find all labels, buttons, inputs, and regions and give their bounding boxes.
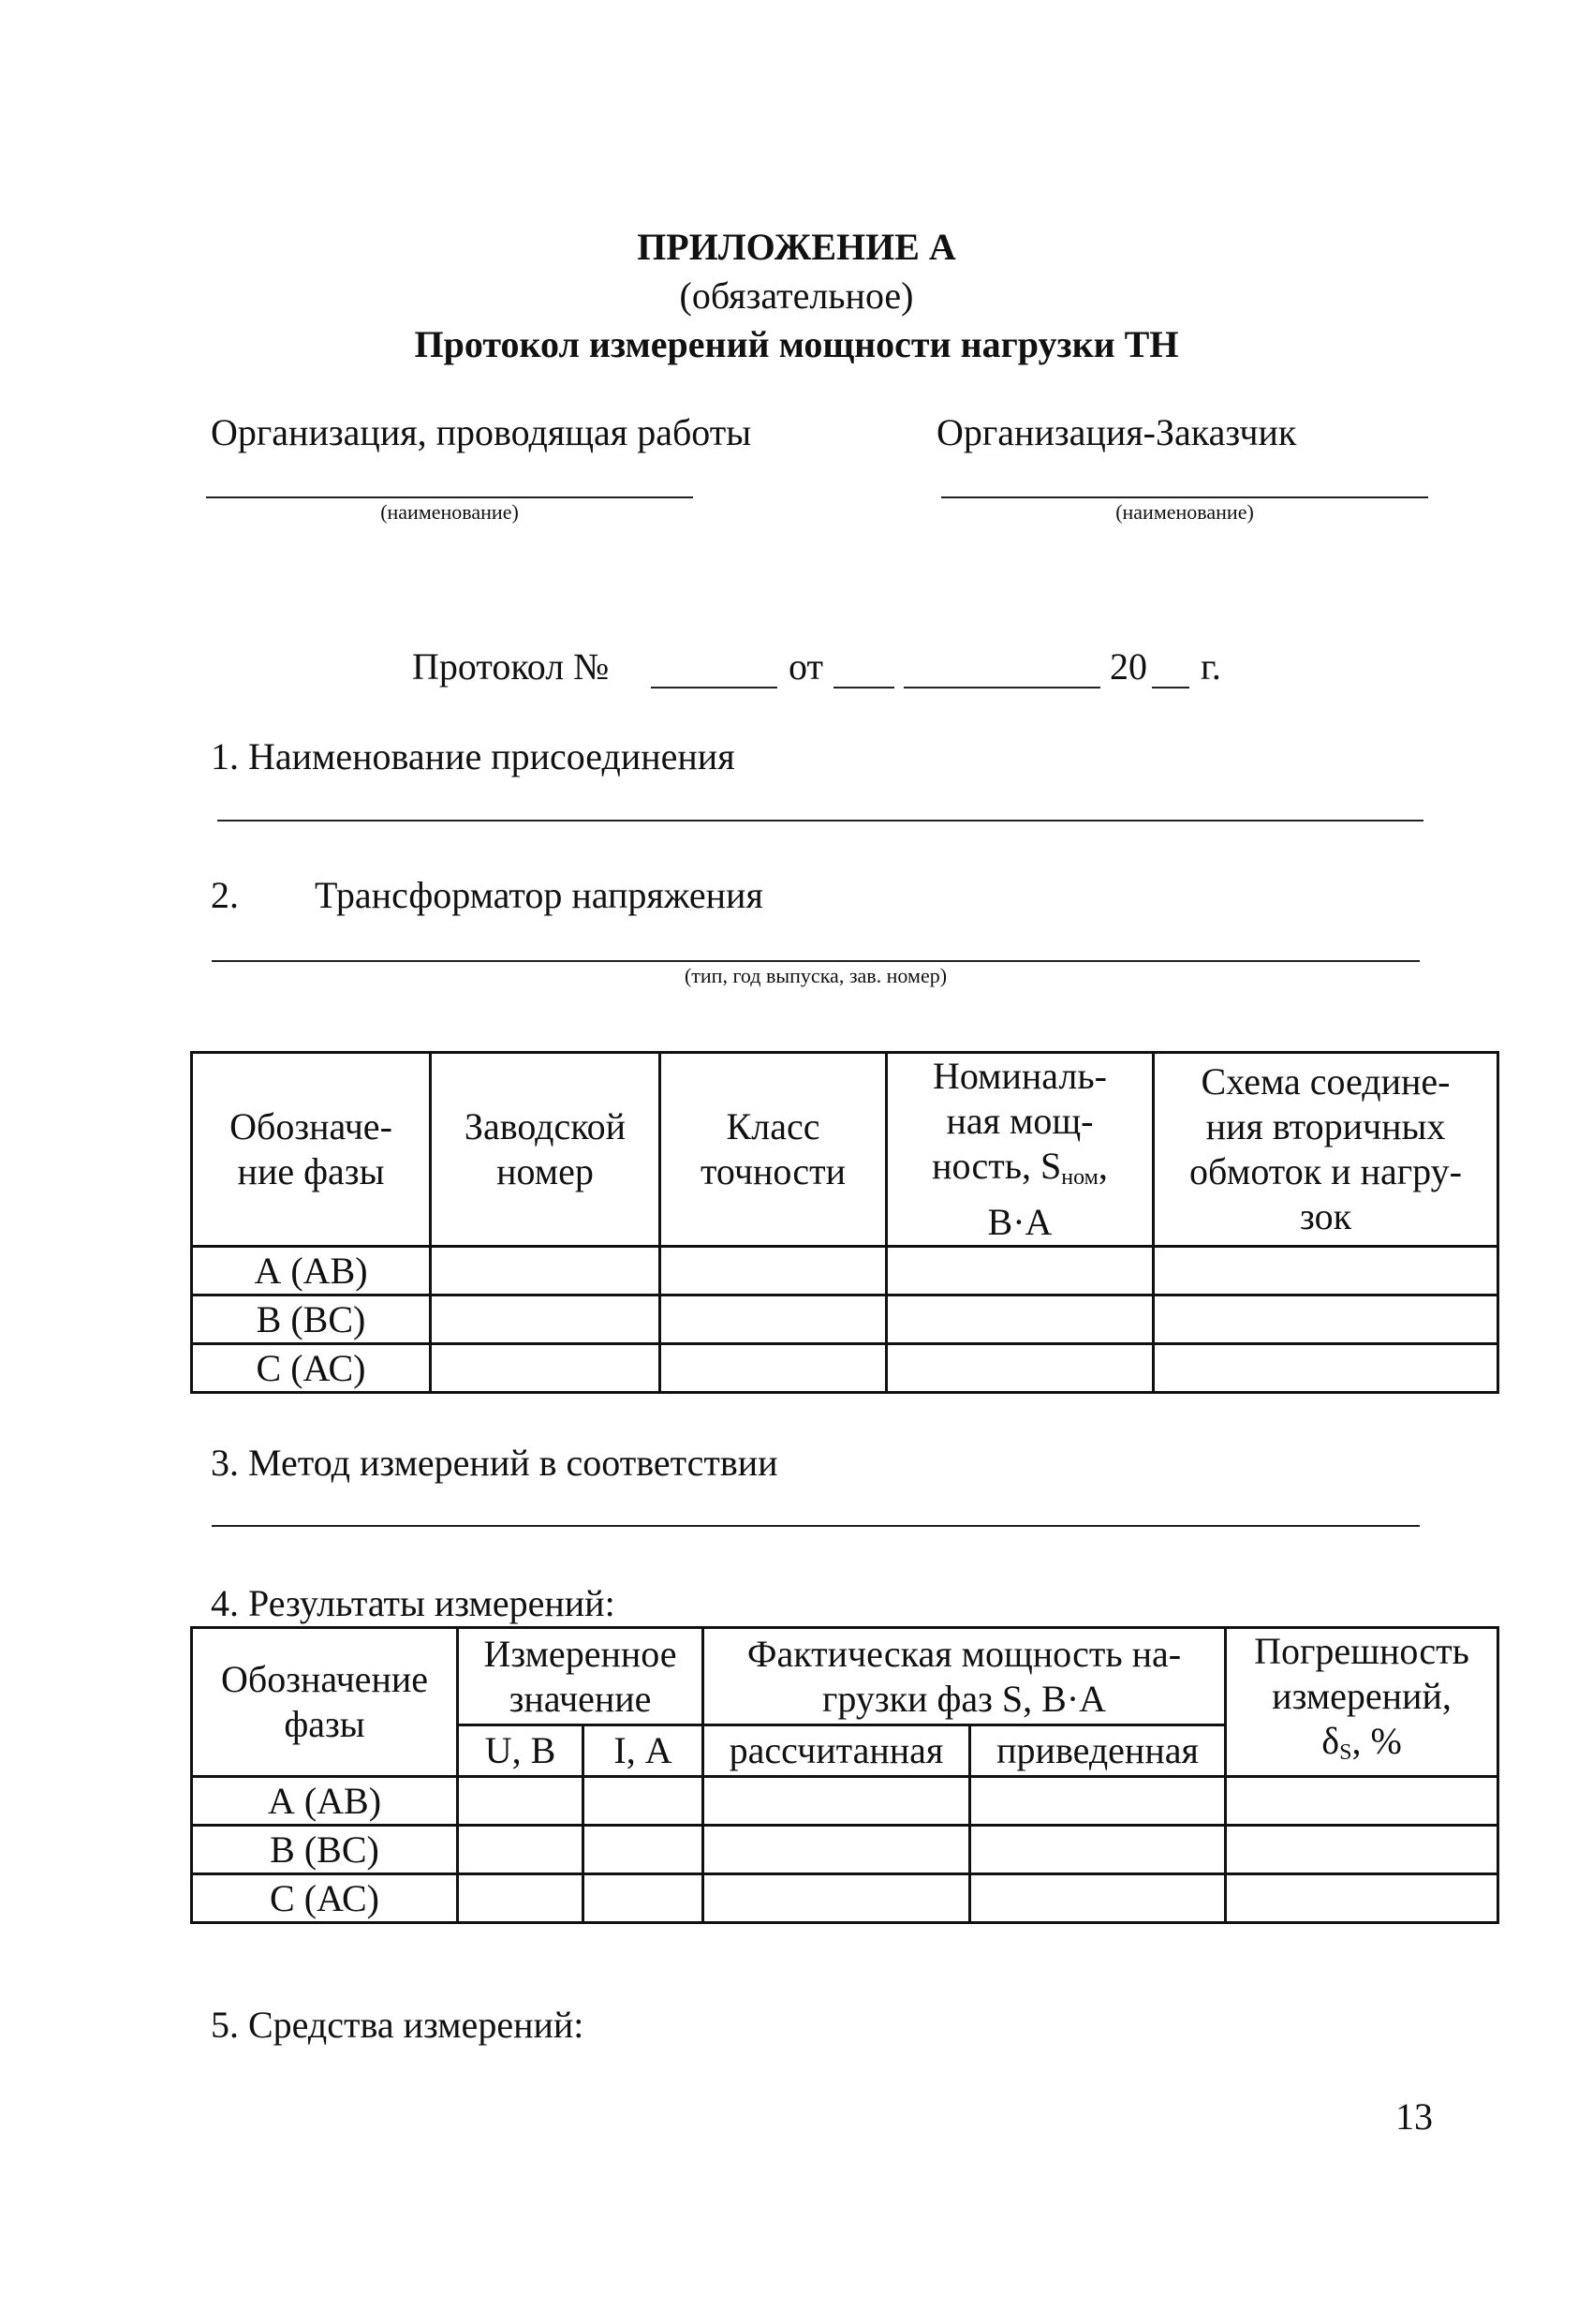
header-rated-line2: ная мощ- xyxy=(946,1100,1094,1142)
org-customer-caption: (наименование) xyxy=(1115,500,1254,524)
results-header-error-line3 xyxy=(1227,1719,1497,1775)
org-performer-line xyxy=(206,496,693,498)
results-header-measured-line1: Измеренное xyxy=(483,1632,677,1675)
empty-cell[interactable] xyxy=(887,1344,1154,1393)
results-header-error xyxy=(1226,1628,1498,1777)
empty-cell[interactable] xyxy=(431,1344,660,1393)
empty-cell[interactable] xyxy=(431,1295,660,1344)
results-header-i: I, А xyxy=(583,1725,703,1777)
empty-cell[interactable] xyxy=(1226,1777,1498,1826)
empty-cell[interactable] xyxy=(660,1247,887,1295)
transformer-table xyxy=(190,1051,1499,1394)
protocol-day-blank xyxy=(833,687,894,688)
phase-cell: В (ВС) xyxy=(192,1826,458,1874)
results-header-error-line1: Погрешность xyxy=(1254,1630,1469,1672)
header-scheme-line2: ния вторичных xyxy=(1205,1105,1446,1147)
item-2-caption: (тип, год выпуска, зав. номер) xyxy=(684,964,948,987)
empty-cell[interactable] xyxy=(660,1344,887,1393)
header-rated-comma: , xyxy=(1098,1145,1108,1187)
item-2-number: 2. xyxy=(211,874,239,916)
empty-cell[interactable] xyxy=(1154,1295,1498,1344)
header-rated-power xyxy=(887,1053,1154,1247)
header-rated-sub: ном xyxy=(1061,1165,1099,1190)
protocol-title: Протокол измерений мощности нагрузки ТН xyxy=(414,323,1179,365)
org-performer-caption: (наименование) xyxy=(380,500,519,524)
org-customer-label: Организация-Заказчик xyxy=(937,411,1297,453)
empty-cell[interactable] xyxy=(458,1874,583,1923)
protocol-year-blank xyxy=(1152,687,1189,688)
empty-cell[interactable] xyxy=(887,1295,1154,1344)
empty-cell[interactable] xyxy=(970,1874,1226,1923)
item-2-label: Трансформатор напряжения xyxy=(315,874,763,916)
empty-cell[interactable] xyxy=(703,1777,970,1826)
phase-cell: А (АВ) xyxy=(192,1247,431,1295)
org-customer-line xyxy=(941,496,1428,498)
results-header-error-line2: измерений, xyxy=(1272,1675,1452,1717)
empty-cell[interactable] xyxy=(458,1826,583,1874)
results-header-measured-line2: значение xyxy=(509,1677,652,1720)
header-rated-s: ность, S xyxy=(932,1145,1062,1187)
table-row xyxy=(192,1874,1498,1923)
results-header-actual-line2: грузки фаз S, В·А xyxy=(821,1677,1107,1720)
page-number: 13 xyxy=(1395,2095,1433,2138)
header-scheme xyxy=(1154,1053,1498,1247)
results-header-error-delta: δ xyxy=(1321,1720,1340,1762)
appendix-title: ПРИЛОЖЕНИЕ А xyxy=(637,226,956,268)
header-phase-line2: ние фазы xyxy=(237,1150,385,1192)
empty-cell[interactable] xyxy=(1226,1826,1498,1874)
empty-cell[interactable] xyxy=(1226,1874,1498,1923)
empty-cell[interactable] xyxy=(970,1777,1226,1826)
empty-cell[interactable] xyxy=(703,1874,970,1923)
item-3-line xyxy=(212,1525,1420,1527)
empty-cell[interactable] xyxy=(703,1826,970,1874)
results-header-error-percent: , % xyxy=(1351,1720,1402,1762)
empty-cell[interactable] xyxy=(431,1247,660,1295)
item-5-label: 5. Средства измерений: xyxy=(211,2004,584,2046)
appendix-subtitle: (обязательное) xyxy=(679,274,914,317)
header-accuracy-line2: точности xyxy=(700,1150,847,1192)
results-header-u: U, В xyxy=(458,1725,583,1777)
protocol-year-suffix: г. xyxy=(1201,645,1221,688)
results-header-actual-power xyxy=(703,1628,1226,1725)
header-scheme-line1: Схема соедине- xyxy=(1201,1060,1451,1103)
header-rated-line3 xyxy=(888,1144,1152,1200)
table-header-row xyxy=(192,1053,1498,1247)
item-1-label: 1. Наименование присоединения xyxy=(211,735,735,777)
empty-cell[interactable] xyxy=(583,1874,703,1923)
table-row xyxy=(192,1295,1498,1344)
phase-cell: А (АВ) xyxy=(192,1777,458,1826)
results-header-reduced: приведенная xyxy=(970,1725,1226,1777)
header-rated-line1: Номиналь- xyxy=(933,1055,1107,1097)
header-accuracy-line1: Класс xyxy=(726,1105,820,1147)
table-row xyxy=(192,1777,1498,1826)
item-4-label: 4. Результаты измерений: xyxy=(211,1582,615,1624)
empty-cell[interactable] xyxy=(583,1777,703,1826)
item-1-line xyxy=(217,820,1423,822)
results-header-phase xyxy=(192,1628,458,1777)
protocol-number-blank xyxy=(651,687,777,688)
empty-cell[interactable] xyxy=(660,1295,887,1344)
results-header-actual-line1: Фактическая мощность на- xyxy=(746,1632,1182,1675)
item-3-label: 3. Метод измерений в соответствии xyxy=(211,1442,778,1484)
protocol-number-label: Протокол № xyxy=(412,645,610,688)
results-table xyxy=(190,1626,1499,1924)
empty-cell[interactable] xyxy=(583,1826,703,1874)
table-row xyxy=(192,1826,1498,1874)
protocol-year-label: 20 xyxy=(1110,645,1147,688)
phase-cell: С (АС) xyxy=(192,1344,431,1393)
header-serial-line2: номер xyxy=(496,1150,594,1192)
header-rated-line4: В·А xyxy=(987,1201,1053,1243)
table-row xyxy=(192,1247,1498,1295)
protocol-month-blank xyxy=(904,687,1100,688)
item-2-line xyxy=(212,960,1420,962)
header-serial xyxy=(431,1053,660,1247)
table-row xyxy=(192,1344,1498,1393)
header-scheme-line3: обмоток и нагру- xyxy=(1189,1150,1462,1192)
empty-cell[interactable] xyxy=(887,1247,1154,1295)
header-serial-line1: Заводской xyxy=(464,1105,627,1147)
protocol-from-label: от xyxy=(789,645,823,688)
header-accuracy xyxy=(660,1053,887,1247)
results-header-phase-line2: фазы xyxy=(284,1703,365,1745)
results-header-row-1 xyxy=(192,1628,1498,1725)
results-header-error-sub: S xyxy=(1339,1740,1352,1765)
phase-cell: В (ВС) xyxy=(192,1295,431,1344)
phase-cell: С (АС) xyxy=(192,1874,458,1923)
results-header-phase-line1: Обозначение xyxy=(220,1658,429,1700)
results-header-calculated: рассчитанная xyxy=(703,1725,970,1777)
empty-cell[interactable] xyxy=(1154,1344,1498,1393)
header-scheme-line4: зок xyxy=(1300,1195,1351,1237)
org-performer-label: Организация, проводящая работы xyxy=(211,411,752,453)
header-phase xyxy=(192,1053,431,1247)
results-header-measured xyxy=(458,1628,703,1725)
empty-cell[interactable] xyxy=(1154,1247,1498,1295)
empty-cell[interactable] xyxy=(458,1777,583,1826)
header-phase-line1: Обозначе- xyxy=(229,1105,392,1147)
empty-cell[interactable] xyxy=(970,1826,1226,1874)
